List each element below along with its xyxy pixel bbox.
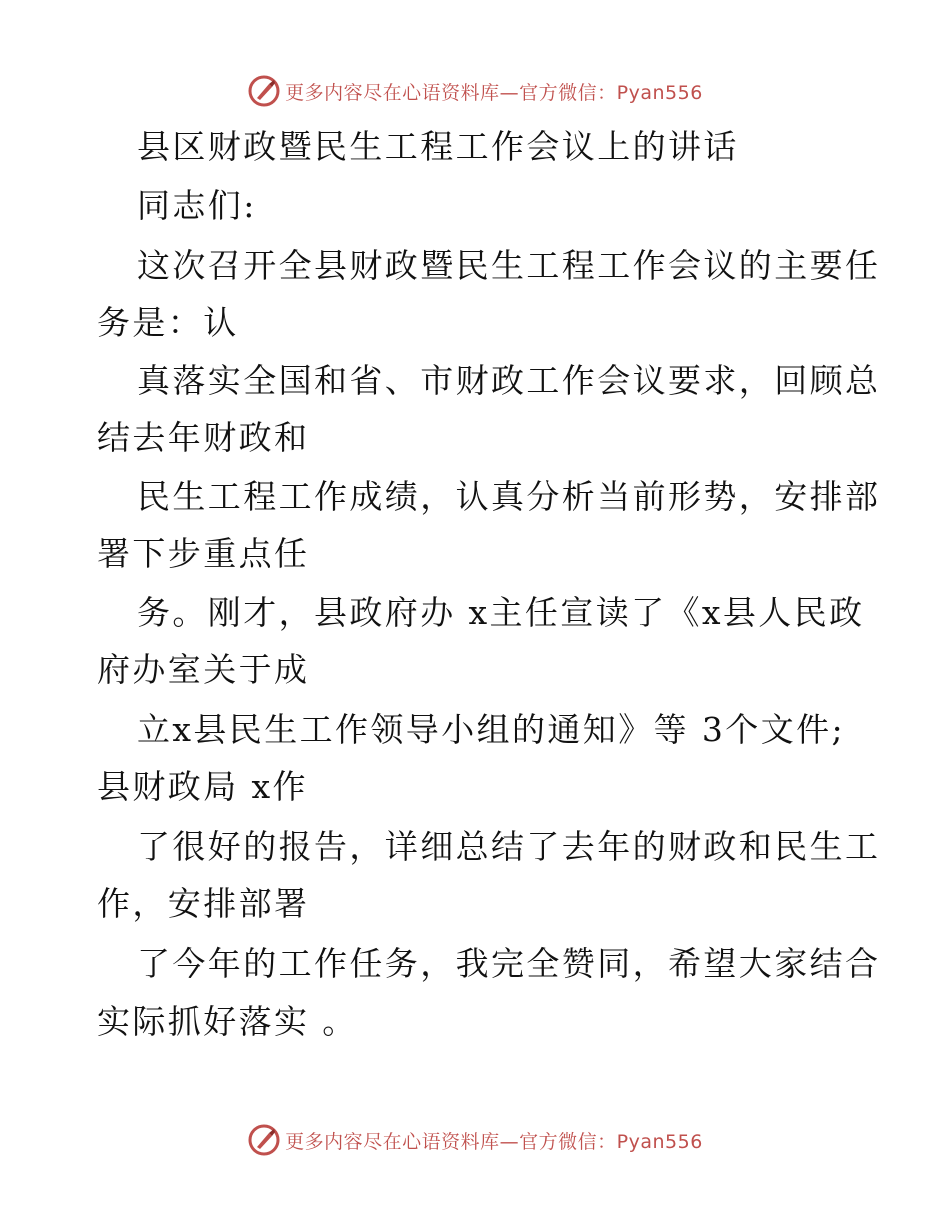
salutation: 同志们: <box>137 186 257 225</box>
header-banner <box>0 71 950 111</box>
quill-logo-icon <box>247 1123 281 1157</box>
paragraph-line: 这次召开全县财政暨民生工程工作会议的主要任 <box>137 246 881 285</box>
banner-text: 更多内容尽在心语资料库—官方微信：Pyan556 <box>285 1130 703 1153</box>
banner-text: 更多内容尽在心语资料库—官方微信：Pyan556 <box>285 81 703 104</box>
paragraph-line: 作，安排部署 <box>97 884 310 923</box>
paragraph-line: 了今年的工作任务，我完全赞同，希望大家结合 <box>137 944 881 983</box>
paragraph-line: 务。刚才，县政府办 x主任宣读了《x县人民政 <box>137 593 865 632</box>
paragraph-line: 了很好的报告，详细总结了去年的财政和民生工 <box>137 827 881 866</box>
paragraph-line: 府办室关于成 <box>97 650 310 689</box>
paragraph-line: 务是：认 <box>97 303 239 342</box>
paragraph-line: 结去年财政和 <box>97 418 310 457</box>
paragraph-line: 民生工程工作成绩，认真分析当前形势，安排部 <box>137 477 881 516</box>
paragraph-line: 署下步重点任 <box>97 534 310 573</box>
paragraph-line: 实际抓好落实 。 <box>97 1002 358 1041</box>
paragraph-line: 真落实全国和省、市财政工作会议要求，回顾总 <box>137 361 881 400</box>
quill-logo-icon <box>247 74 281 108</box>
paragraph-line: 立x县民生工作领导小组的通知》等 3个文件; <box>137 710 846 749</box>
footer-banner <box>0 1120 950 1160</box>
paragraph-line: 县财政局 x作 <box>97 767 308 806</box>
document-title: 县区财政暨民生工程工作会议上的讲话 <box>137 127 739 166</box>
